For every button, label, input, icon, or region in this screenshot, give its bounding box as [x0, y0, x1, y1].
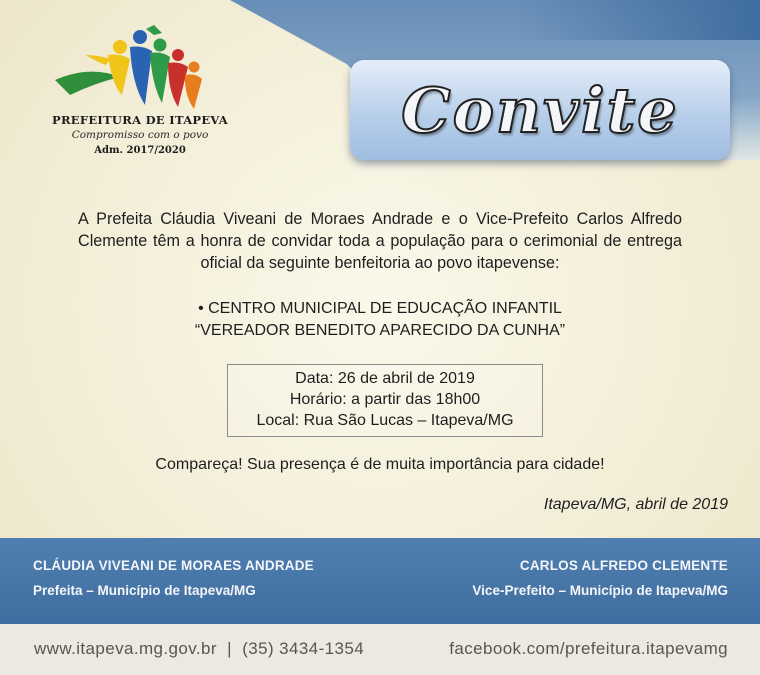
footer-contact: www.itapeva.mg.gov.br | (35) 3434-1354 — [34, 639, 365, 658]
footer-social: facebook.com/prefeitura.itapevamg — [449, 639, 728, 658]
event-time: Horário: a partir das 18h00 — [289, 391, 481, 408]
benefit-line-1: • CENTRO MUNICIPAL DE EDUCAÇÃO INFANTIL — [198, 300, 562, 317]
event-location: Local: Rua São Lucas – Itapeva/MG — [256, 412, 514, 429]
call-to-action: Compareça! Sua presença é de muita importância para cidade! — [155, 456, 605, 473]
signature-mayor-name: CLÁUDIA VIVEANI DE MORAES ANDRADE — [33, 558, 314, 573]
page-title: Convite — [401, 73, 679, 147]
city-hall-logo — [40, 25, 240, 165]
event-date: Data: 26 de abril de 2019 — [295, 370, 475, 387]
title-plate — [350, 60, 730, 160]
logo-name: PREFEITURA DE ITAPEVA — [52, 113, 228, 127]
logo-tagline: Compromisso com o povo — [71, 129, 209, 141]
top-band-accent — [520, 0, 760, 40]
signature-mayor-role: Prefeita – Município de Itapeva/MG — [33, 583, 256, 598]
logo-administration: Adm. 2017/2020 — [94, 145, 186, 156]
signature-vice-mayor — [472, 558, 728, 598]
footer — [0, 624, 760, 675]
signature-vice-mayor-name: CARLOS ALFREDO CLEMENTE — [519, 558, 728, 573]
signature-vice-mayor-role: Vice-Prefeito – Município de Itapeva/MG — [472, 583, 728, 598]
people-emblem-icon — [50, 25, 230, 113]
intro-paragraph: A Prefeita Cláudia Viveani de Moraes Andrade e o Vice-Prefeito Carlos Alfredo Clemente têm a honra de convidar toda a população para o cerimonial de entrega oficial da seguinte benfeitoria ao povo itapevense: — [78, 210, 682, 272]
event-info-box — [227, 364, 543, 437]
place-date: Itapeva/MG, abril de 2019 — [543, 496, 728, 513]
benefit-line-2: “VEREADOR BENEDITO APARECIDO DA CUNHA” — [194, 322, 566, 339]
signature-mayor — [33, 558, 314, 598]
benefit-block — [100, 298, 660, 342]
signatures-band — [0, 538, 760, 624]
